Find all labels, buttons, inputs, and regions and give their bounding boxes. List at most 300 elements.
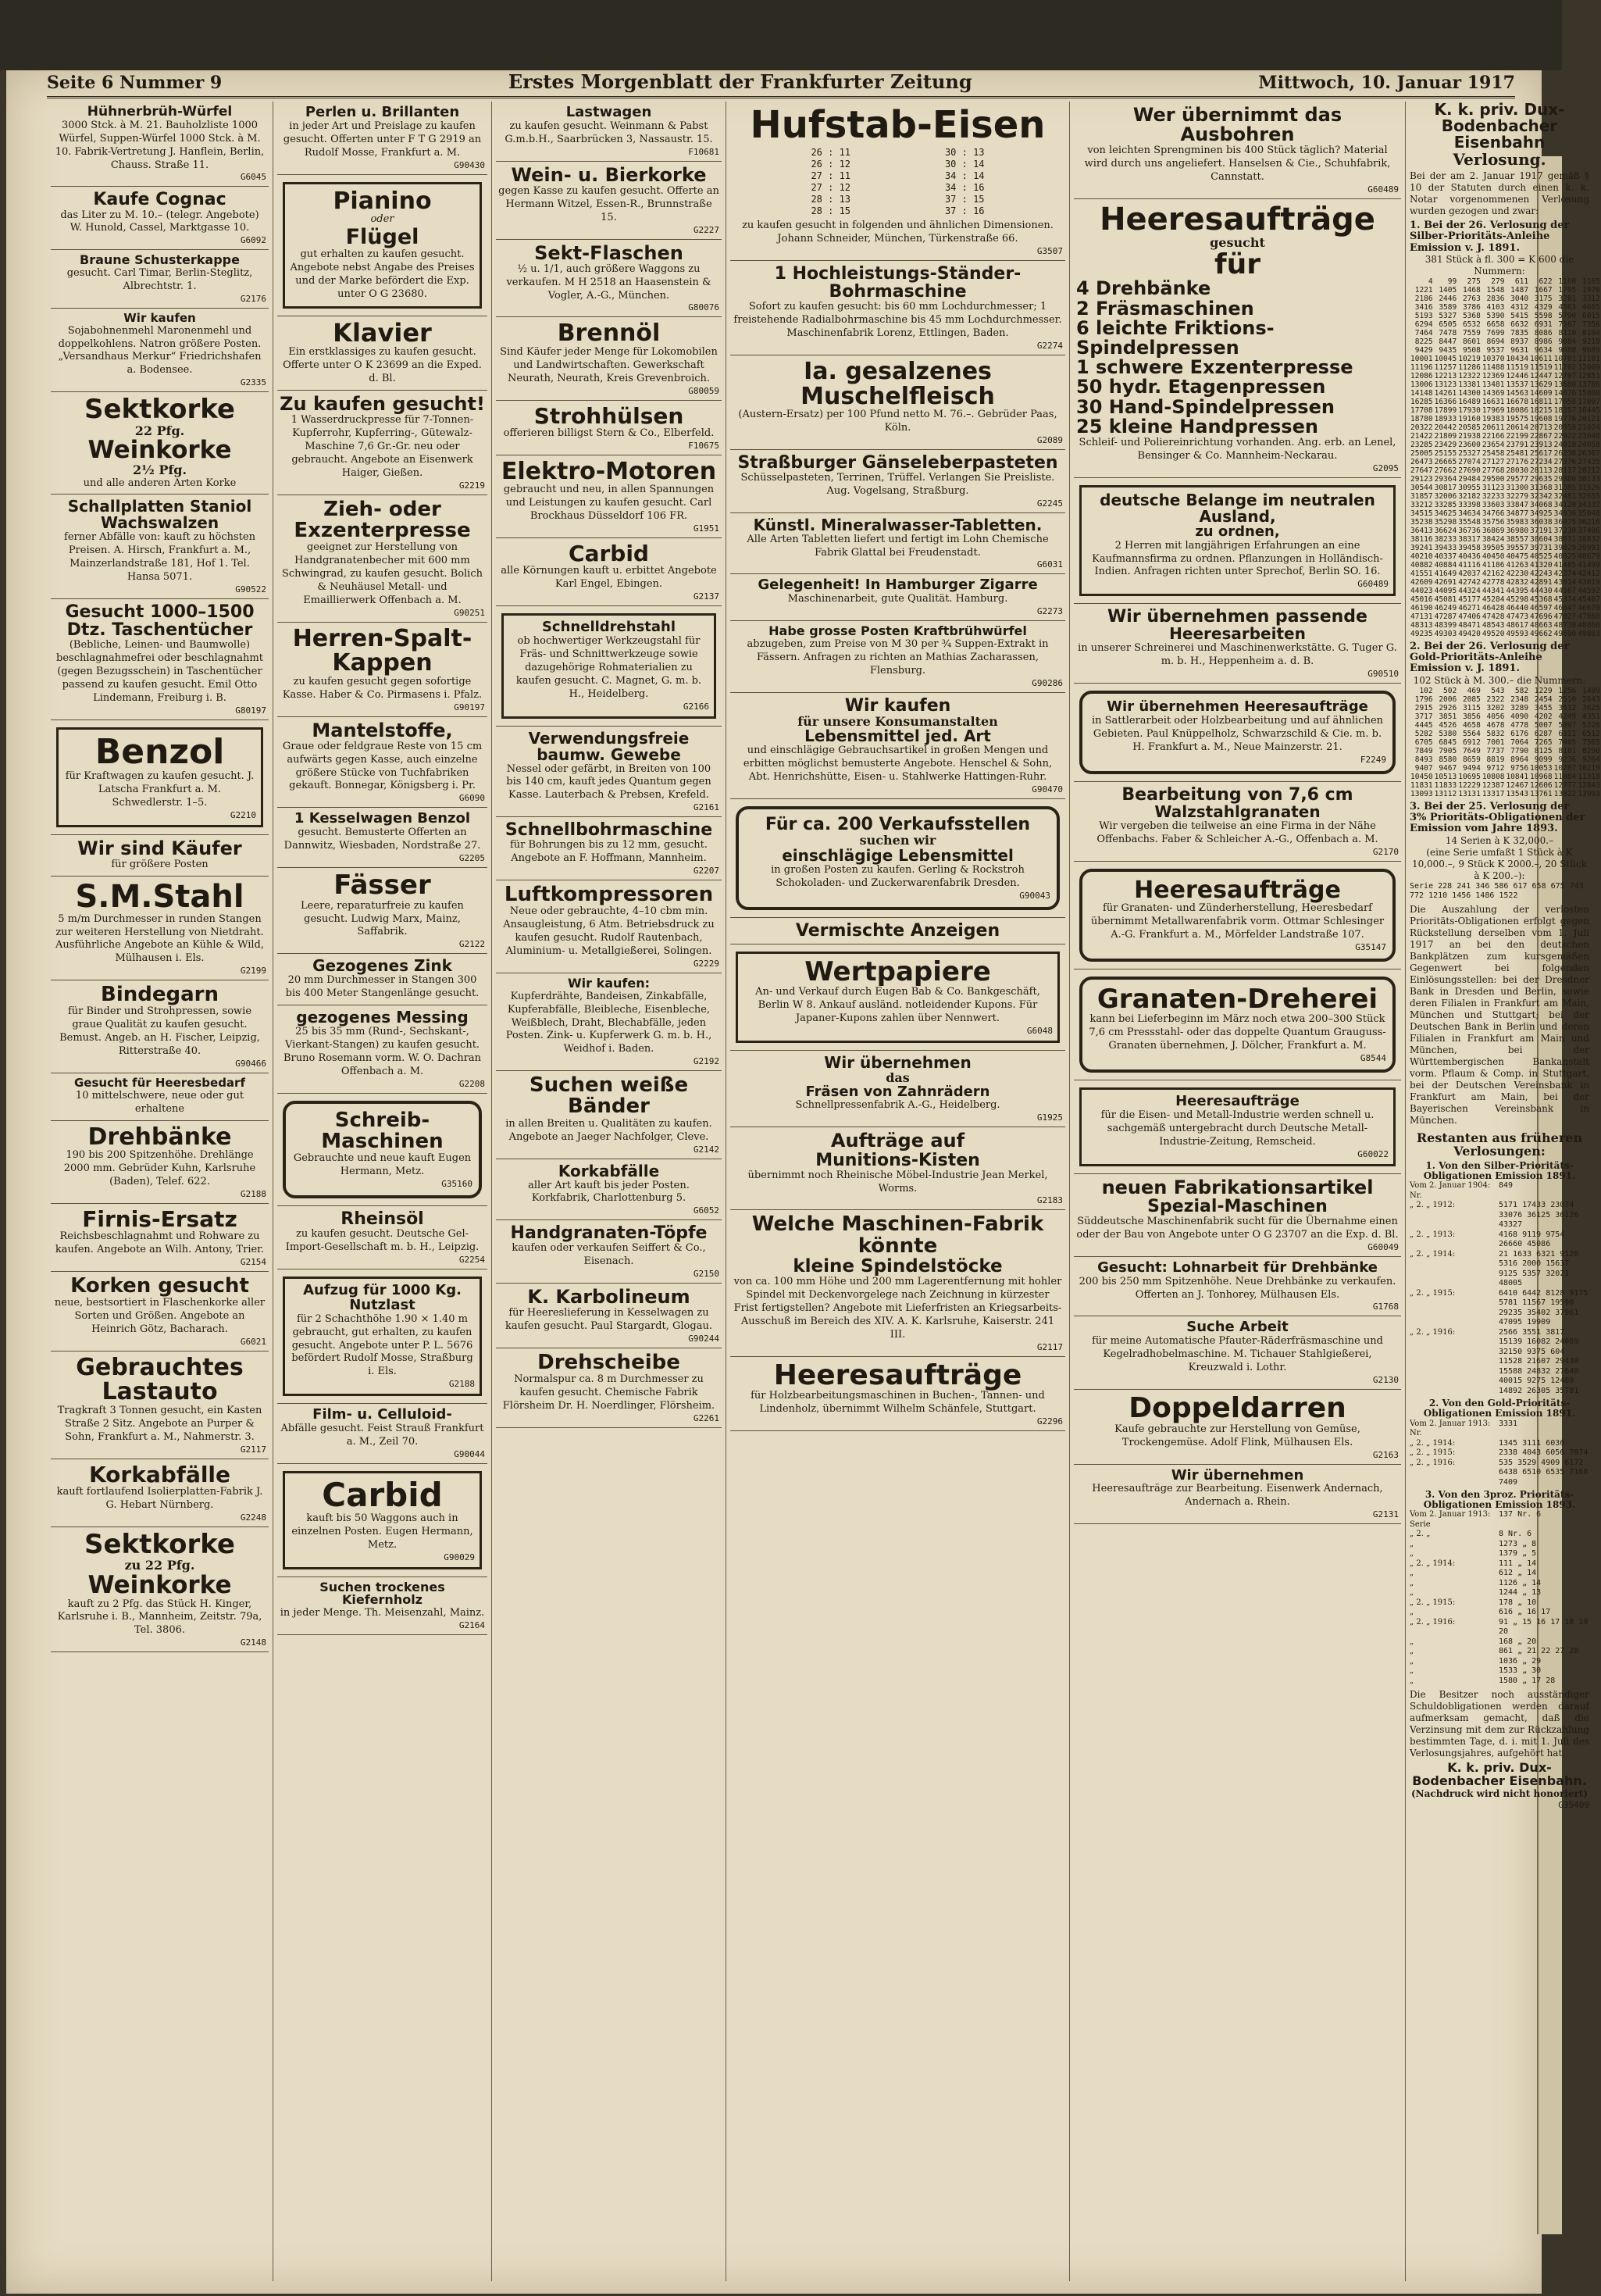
restanten-numbers: 1345 3111 6036	[1499, 1438, 1565, 1448]
number-cell: 10053	[1530, 763, 1553, 773]
ad-code: G6048	[1026, 1026, 1053, 1036]
ad-body: 1 Wasserdruckpresse für 7-Tonnen-Kupferrohr, Kupferring-, Gütewalz-Maschine 7,6 Gr.-Gr. neu oder gebraucht. Angebote an Eisenwerk Haiger, Gießen.	[291, 414, 474, 479]
series-list: Serie 228 241 346 586 617 658 675 743 772 1210 1456 1486 1522	[1410, 881, 1584, 901]
number-cell: 10001	[1410, 354, 1433, 363]
number-cell: 1221	[1414, 285, 1433, 295]
number-cell: 7835	[1510, 328, 1529, 337]
number-cell: 2643	[1581, 695, 1600, 704]
number-cell: 7849	[1414, 746, 1433, 755]
closing-note: Die Besitzer noch ausständiger Schuldobligationen werden darauf aufmerksam gemacht, daß die Verzinsung mit dem zur Rückzahlung bestimmten Tage, d. i. mit 1. Juli des Verlosungsjahres, aufgehört hat.	[1410, 1689, 1589, 1759]
ad-code: G2095	[1372, 462, 1399, 473]
ad-code: G35147	[1355, 941, 1386, 952]
advertisement	[277, 623, 487, 717]
number-cell: 36624	[1434, 526, 1457, 535]
restanten-numbers: 8 Nr. 6	[1499, 1530, 1532, 1539]
number-cell: 7405	[1558, 737, 1577, 747]
number-row	[1410, 406, 1601, 415]
number-cell: 12213	[1434, 371, 1457, 380]
ad-title: Heeresaufträge	[1100, 202, 1375, 238]
ad-subtitle: für unsere Konsumanstalten	[797, 713, 998, 729]
number-cell: 47428	[1482, 612, 1505, 621]
restanten-numbers: 616 „ 16 17	[1499, 1608, 1551, 1617]
number-cell: 46647	[1553, 603, 1577, 612]
masthead: Erstes Morgenblatt der Frankfurter Zeitung	[508, 70, 972, 93]
restanten-heading: Restanten aus früheren Verlosungen:	[1416, 1130, 1583, 1159]
number-cell: 11488	[1482, 362, 1505, 372]
restanten-date: „ 2. „ 1914:	[1410, 1438, 1456, 1448]
number-cell: 42374	[1553, 569, 1577, 578]
number-cell: 8125	[1534, 746, 1553, 755]
number-cell: 40625	[1553, 552, 1577, 561]
number-cell: 24018	[1553, 440, 1577, 449]
ad-title: Carbid	[569, 541, 649, 567]
ad-body: ob hochwertiger Werkzeugstahl für Fräs- und Schnittwerkzeuge sowie dazugehörige Rohmaterialien zu kaufen gesucht. C. Magnet, G. m. b. H., Heidelberg.	[515, 635, 702, 700]
ad-title: Granaten-Dreherei	[1096, 983, 1378, 1015]
restanten-date: „ 2. „ 1916:	[1410, 1458, 1456, 1467]
number-cell: 27176	[1506, 457, 1529, 466]
number-cell: 10611	[1530, 354, 1553, 363]
number-cell: 16678	[1506, 397, 1529, 406]
number-cell: 40679	[1578, 552, 1600, 561]
ad-body: ferner Abfälle von: kauft zu höchsten Preisen. A. Hirsch, Frankfurt a. M., Mainzerlandstraße 181, Hof 1. Tel. Hansa 5071.	[64, 531, 255, 584]
number-cell: 47473	[1506, 612, 1529, 621]
number-cell: 7905	[1439, 746, 1457, 755]
number-cell: 12843	[1578, 780, 1600, 790]
ad-body: kauft bis 50 Waggons auch in einzelnen Posten. Eugen Hermann, Metz.	[291, 1512, 473, 1551]
page-header	[47, 72, 1515, 98]
number-cell: 10513	[1434, 772, 1457, 781]
number-cell: 28030	[1506, 466, 1529, 475]
number-cell: 5097	[1558, 720, 1577, 730]
ad-title: Korkabfälle	[88, 1461, 231, 1487]
number-cell: 7167	[1558, 320, 1577, 329]
number-cell: 36038	[1530, 517, 1553, 527]
number-cell: 9429	[1414, 345, 1433, 355]
number-cell: 8290	[1581, 746, 1600, 755]
advertisement	[277, 1269, 487, 1404]
number-cell: 18780	[1410, 414, 1433, 423]
ad-body: das Liter zu M. 10.– (telegr. Angebote) W. Hunold, Cassel, Marktgasse 10.	[60, 209, 259, 234]
number-cell: 48313	[1410, 620, 1433, 630]
number-cell: 8110	[1558, 328, 1577, 337]
number-cell: 7699	[1486, 328, 1505, 337]
number-cell: 6505	[1439, 320, 1457, 329]
number-cell: 8937	[1510, 337, 1529, 346]
number-cell: 4778	[1510, 720, 1529, 730]
number-cell: 11833	[1434, 780, 1457, 790]
number-cell: 34068	[1530, 500, 1553, 509]
number-cell: 30544	[1410, 483, 1433, 492]
ad-body: Gebrauchte und neue kauft Eugen Hermann, Metz.	[293, 1152, 472, 1178]
restanten-numbers: 1379 „ 5	[1499, 1549, 1537, 1559]
restanten-numbers: 178 „ 10	[1499, 1598, 1537, 1607]
number-cell: 44430	[1530, 586, 1553, 595]
ad-subtitle: zu 22 Pfg.	[124, 1558, 195, 1573]
number-cell: 19575	[1506, 414, 1529, 423]
restanten-numbers: 168 „ 20	[1499, 1637, 1537, 1646]
number-cell: 4202	[1534, 712, 1553, 721]
ad-code: G90430	[454, 159, 485, 170]
number-row	[1410, 730, 1601, 738]
number-cell: 3175	[1534, 294, 1553, 303]
restanten-date: „	[1410, 1656, 1414, 1666]
ad-title: Schreib-Maschinen	[321, 1108, 444, 1154]
ad-title-secondary: Lebensmittel jed. Art	[804, 727, 991, 746]
number-cell: 5832	[1486, 729, 1505, 738]
number-row	[1410, 458, 1601, 466]
number-cell: 25617	[1530, 448, 1553, 458]
number-row	[1410, 337, 1601, 346]
ad-title: Wir übernehmen Heeresaufträge	[1107, 698, 1368, 716]
ad-code: G2335	[240, 377, 266, 388]
number-cell: 9631	[1510, 345, 1529, 355]
number-cell: 27074	[1458, 457, 1481, 466]
number-cell: 18933	[1434, 414, 1457, 423]
number-cell: 9264	[1581, 755, 1600, 764]
advertisement	[51, 102, 269, 187]
number-cell: 47827	[1553, 612, 1577, 621]
advertisement	[730, 102, 1065, 261]
number-cell: 25155	[1434, 448, 1457, 458]
ad-title: Wir übernehmen passende	[1107, 607, 1367, 627]
dimension-value: 26 : 12	[811, 159, 851, 170]
number-cell: 22199	[1506, 431, 1529, 441]
number-row	[1410, 466, 1601, 475]
number-cell: 6532	[1462, 320, 1481, 329]
restanten-numbers: 6410 6442 8128 9175 5781 11567 19590 29235 35402 37961 47095 19909	[1499, 1288, 1589, 1327]
number-cell: 41263	[1506, 560, 1529, 570]
restanten-row	[1410, 1637, 1589, 1648]
ad-body: Reichsbeschlagnahmt und Rohware zu kaufen. Angebote an Wilh. Antony, Trier.	[55, 1230, 265, 1256]
ad-body: für größere Posten	[111, 858, 209, 870]
number-cell: 22922	[1553, 431, 1577, 441]
ad-code: G80076	[688, 302, 719, 313]
advertisement	[1074, 1390, 1401, 1465]
number-cell: 23654	[1482, 440, 1505, 449]
ad-code: G2117	[240, 1444, 266, 1455]
number-row	[1410, 277, 1601, 286]
ad-title: Wertpapiere	[804, 955, 991, 987]
number-cell: 16489	[1458, 397, 1481, 406]
advertisement	[730, 450, 1065, 513]
number-cell: 10434	[1506, 354, 1529, 363]
ad-title: Heeresaufträge	[1134, 876, 1341, 904]
number-cell: 38832	[1578, 534, 1600, 544]
ad-code: G2122	[458, 939, 485, 950]
number-cell: 543	[1491, 686, 1505, 695]
advertisement	[730, 1051, 1065, 1127]
column-5	[1070, 102, 1406, 2281]
number-cell: 49662	[1530, 629, 1553, 638]
number-cell: 1548	[1486, 285, 1505, 295]
number-cell: 4678	[1486, 720, 1505, 730]
advertisement	[496, 401, 722, 455]
machine-line: 30 Hand-Spindelpressen	[1076, 395, 1335, 418]
number-cell: 4526	[1439, 720, 1457, 730]
ad-code: G2154	[240, 1256, 266, 1267]
restanten-date: „	[1410, 1637, 1414, 1646]
ad-body: Maschinenarbeit, gute Qualität. Hamburg.	[787, 593, 1008, 605]
ad-title: 1 Kesselwagen Benzol	[294, 810, 471, 827]
ad-body: Leere, reparaturfreie zu kaufen gesucht. Ludwig Marx, Mainz, Saffabrik.	[301, 899, 464, 938]
notice-code: G35409	[1558, 1800, 1589, 1811]
number-cell: 8694	[1486, 337, 1505, 346]
ad-body: Schleif- und Poliereinrichtung vorhanden. Ang. erb. an Lenel, Bensinger & Co. Mannheim-Neckarau.	[1079, 436, 1396, 462]
ad-body: Graue oder feldgraue Reste von 15 cm aufwärts gegen Kasse, auch einzelne größere Stücke von Tuchfabriken gekauft. Bonnegar, Königsberg i. Pr.	[282, 740, 483, 792]
number-cell: 34120	[1553, 500, 1577, 509]
number-cell: 7559	[1462, 328, 1481, 337]
number-cell: 5415	[1510, 311, 1529, 320]
number-cell: 9435	[1439, 345, 1457, 355]
number-cell: 33285	[1434, 500, 1457, 509]
number-cell: 10219	[1458, 354, 1481, 363]
number-cell: 26367	[1578, 448, 1600, 458]
advertisement	[1074, 1080, 1401, 1174]
number-row	[1410, 363, 1601, 372]
number-cell: 13481	[1482, 380, 1505, 389]
number-cell: 7649	[1462, 746, 1481, 755]
number-cell: 5282	[1414, 729, 1433, 738]
advertisement	[1074, 1316, 1401, 1390]
restanten-subheading: 1. Von den Silber-Prioritäts-Obligationen Emission 1891.	[1423, 1159, 1576, 1182]
ad-code: G2163	[1372, 1449, 1399, 1460]
advertisement	[277, 495, 487, 623]
ad-code: G2117	[1036, 1341, 1063, 1352]
column-3	[492, 102, 726, 2281]
number-row	[1410, 604, 1601, 612]
number-cell: 43019	[1578, 577, 1600, 587]
number-cell: 3786	[1462, 302, 1481, 312]
ad-body: 20 mm Durchmesser in Stangen 300 bis 400 Meter Stangenlänge gesucht.	[285, 974, 480, 1000]
number-cell: 1976	[1581, 285, 1600, 295]
number-cell: 32233	[1482, 491, 1505, 501]
number-row	[1410, 695, 1601, 704]
ad-code: G6031	[1036, 559, 1063, 570]
number-cell: 38557	[1506, 534, 1529, 544]
number-cell: 7265	[1534, 737, 1553, 747]
number-cell: 27234	[1530, 457, 1553, 466]
number-cell: 3589	[1439, 302, 1457, 312]
number-cell: 20322	[1410, 423, 1433, 432]
number-cell: 44341	[1482, 586, 1505, 595]
number-cell: 4665	[1581, 302, 1600, 312]
ad-body: in unserer Schreinerei und Maschinenwerkstätte. G. Tuger G. m. b. H., Heppenheim a. d. B.	[1078, 642, 1397, 668]
ad-title: Braune Schusterkappe	[80, 252, 240, 268]
number-cell: 47406	[1458, 612, 1481, 621]
ad-code: G90510	[1367, 669, 1399, 680]
number-cell: 34332	[1578, 500, 1600, 509]
ad-body: Heeresaufträge zur Bearbeitung. Eisenwerk Andernach, Andernach a. Rhein.	[1092, 1483, 1383, 1509]
restanten-date: „	[1410, 1569, 1414, 1578]
number-cell: 41116	[1458, 560, 1481, 570]
ad-title: Gelegenheit! In Hamburger Zigarre	[758, 577, 1038, 594]
dimension-value: 27 : 12	[811, 182, 851, 194]
number-cell: 2085	[1462, 695, 1481, 704]
ad-code: G90043	[1019, 890, 1050, 901]
ad-title: Sekt-Flaschen	[534, 241, 683, 264]
number-cell: 8580	[1439, 755, 1457, 764]
ad-code: F2249	[1360, 754, 1386, 765]
number-cell: 6294	[1414, 320, 1433, 329]
number-cell: 38317	[1458, 534, 1481, 544]
number-cell: 36980	[1506, 526, 1529, 535]
ad-title: Drehbänke	[87, 1123, 232, 1151]
advertisement	[730, 1127, 1065, 1210]
ad-frame	[283, 1101, 482, 1198]
ad-body: Abfälle gesucht. Feist Strauß Frankfurt a. M., Zeil 70.	[280, 1423, 484, 1448]
number-cell: 12447	[1530, 371, 1553, 380]
number-cell: 39557	[1506, 543, 1529, 552]
number-cell: 13993	[1578, 789, 1600, 798]
ad-code: G2188	[240, 1188, 266, 1199]
number-cell: 4563	[1558, 302, 1577, 312]
number-row	[1410, 398, 1601, 406]
advertisement	[51, 835, 269, 877]
number-cell: 13543	[1506, 789, 1529, 798]
number-cell: 6845	[1439, 737, 1457, 747]
number-cell: 10219	[1578, 763, 1600, 773]
restanten-date: „	[1410, 1549, 1414, 1559]
number-row	[1410, 312, 1601, 320]
machine-line: 1 schwere Exzenterpresse	[1076, 356, 1353, 379]
section-note: 102 Stück à M. 300.– die Nummern:	[1413, 674, 1586, 686]
number-cell: 40210	[1410, 552, 1433, 561]
number-cell: 12446	[1506, 371, 1529, 380]
ad-title: 1 Hochleistungs-Ständer-Bohrmaschine	[774, 264, 1022, 302]
number-cell: 44567	[1553, 586, 1577, 595]
number-cell: 40337	[1434, 552, 1457, 561]
advertisement	[51, 309, 269, 392]
number-cell: 28117	[1553, 466, 1577, 475]
ad-code: G6090	[458, 793, 485, 804]
number-cell: 4351	[1581, 712, 1600, 721]
number-cell: 14609	[1530, 388, 1553, 398]
number-cell: 39829	[1553, 543, 1577, 552]
restanten-row	[1410, 1666, 1589, 1676]
number-row	[1410, 764, 1601, 773]
number-cell: 49303	[1434, 629, 1457, 638]
advertisement	[496, 1071, 722, 1159]
ad-title: Strohhülsen	[533, 402, 684, 429]
number-cell: 47287	[1434, 612, 1457, 621]
number-cell: 1667	[1534, 285, 1553, 295]
number-cell: 12467	[1506, 780, 1529, 790]
dimension-value: 34 : 14	[944, 170, 985, 182]
advertisement	[277, 1005, 487, 1094]
number-cell: 30817	[1434, 483, 1457, 492]
restanten-row	[1410, 1559, 1589, 1569]
number-cell: 27647	[1410, 466, 1433, 475]
number-cell: 6015	[1581, 311, 1600, 320]
ad-code: G2208	[458, 1078, 485, 1089]
number-cell: 3512	[1558, 703, 1577, 712]
ad-code: G90470	[1032, 784, 1063, 795]
ad-body: gebraucht und neu, in allen Spannungen und Leistungen zu kaufen gesucht. Carl Brockhaus Düsseldorf 106 FR.	[503, 484, 715, 523]
ad-body: Sojabohnenmehl Maronenmehl und doppelkohlens. Natron größere Posten. „Versandhaus Merkur“ Friedrichshafen a. Bodensee.	[58, 324, 262, 377]
ad-code: G2150	[693, 1269, 719, 1280]
number-row	[1410, 790, 1601, 798]
ad-frame	[1079, 977, 1396, 1073]
number-cell: 19383	[1482, 414, 1505, 423]
ad-title-secondary: Flügel	[345, 224, 419, 249]
section-heading: 3. Bei der 25. Verlosung der 3% Prioritäts-Obligationen der Emission vom Jahre 1893.	[1410, 800, 1585, 835]
number-cell: 29484	[1458, 474, 1481, 484]
number-cell: 8986	[1534, 337, 1553, 346]
restanten-numbers: 1533 „ 30	[1499, 1666, 1542, 1676]
footer-company: K. k. priv. Dux-Bodenbacher Eisenbahn.	[1412, 1760, 1587, 1789]
number-cell: 40436	[1458, 552, 1481, 561]
number-row	[1410, 346, 1601, 355]
machine-line: 6 leichte Friktions-Spindelpressen	[1076, 316, 1275, 359]
ad-code: G90466	[235, 1059, 266, 1069]
number-row	[1410, 389, 1601, 398]
ad-title: Herren-Spalt-Kappen	[292, 624, 472, 677]
number-row	[1410, 518, 1601, 527]
number-cell: 5368	[1462, 311, 1481, 320]
number-cell: 275	[1467, 277, 1481, 286]
number-cell: 9494	[1462, 763, 1481, 773]
number-cell: 32006	[1434, 491, 1457, 501]
number-row	[1410, 423, 1601, 432]
number-cell: 35983	[1506, 517, 1529, 527]
number-cell: 15080	[1578, 388, 1600, 398]
number-cell: 12086	[1410, 371, 1433, 380]
ad-body: für Binder und Strohpressen, sowie graue Qualität zu kaufen gesucht. Bemust. Angeb. an H. Fischer, Leipzig, Ritterstraße 40.	[59, 1005, 260, 1058]
number-cell: 44592	[1578, 586, 1600, 595]
number-row	[1410, 687, 1601, 695]
number-row	[1410, 492, 1601, 501]
number-cell: 3312	[1581, 294, 1600, 303]
number-cell: 2763	[1462, 294, 1481, 303]
ad-body: gesucht. Bemusterte Offerten an Dannwitz, Wiesbaden, Nordstraße 27.	[283, 827, 481, 852]
ad-title-secondary: Fräsen von Zahnrädern	[805, 1083, 990, 1100]
number-cell: 40882	[1410, 560, 1433, 570]
ad-code: G2161	[693, 802, 719, 813]
number-cell: 279	[1491, 277, 1505, 286]
number-cell: 2446	[1439, 294, 1457, 303]
ad-title: Elektro-Motoren	[501, 457, 717, 485]
ad-frame	[283, 182, 482, 309]
number-cell: 14563	[1506, 388, 1529, 398]
number-cell: 6176	[1510, 729, 1529, 738]
number-cell: 14261	[1434, 388, 1457, 398]
ad-code: F10675	[688, 440, 719, 451]
ad-body: und einschlägige Gebrauchsartikel in großen Mengen und erbitten möglichst bemusterte Angebote. Henschel & Sohn, Abt. Henrichshütte, Eisen- u. Stahlwerke Hattingen-Ruhr.	[743, 745, 1053, 784]
number-cell: 4	[1428, 277, 1433, 286]
ad-body: 3000 Stck. à M. 21. Bauholzliste 1000 Würfel, Suppen-Würfel 1000 Stck. à M. 10. Fabrik-Vertretung J. Hanflein, Berlin, Chauss. Straße 11.	[55, 119, 265, 171]
number-cell: 29500	[1482, 474, 1505, 484]
number-cell: 40475	[1506, 552, 1529, 561]
number-cell: 30133	[1578, 474, 1600, 484]
number-cell: 11831	[1410, 780, 1433, 790]
ad-title: Sektkorke	[84, 394, 235, 426]
number-row	[1410, 612, 1601, 621]
ad-frame	[283, 1277, 482, 1396]
ad-code: G2229	[693, 958, 719, 969]
ad-code: G2227	[693, 224, 719, 235]
number-cell: 12707	[1553, 371, 1577, 380]
ad-title: Hühnerbrüh-Würfel	[87, 104, 233, 120]
number-cell: 7737	[1486, 746, 1505, 755]
number-cell: 9407	[1414, 763, 1433, 773]
number-cell: 3115	[1462, 703, 1481, 712]
number-row	[1410, 544, 1601, 552]
number-cell: 13112	[1434, 789, 1457, 798]
restanten-subheading: 2. Von den Gold-Prioritäts-Obligationen Emission 1891.	[1423, 1398, 1576, 1419]
number-cell: 6287	[1534, 729, 1553, 738]
ad-code: G2273	[1036, 606, 1063, 617]
number-cell: 4329	[1534, 302, 1553, 312]
